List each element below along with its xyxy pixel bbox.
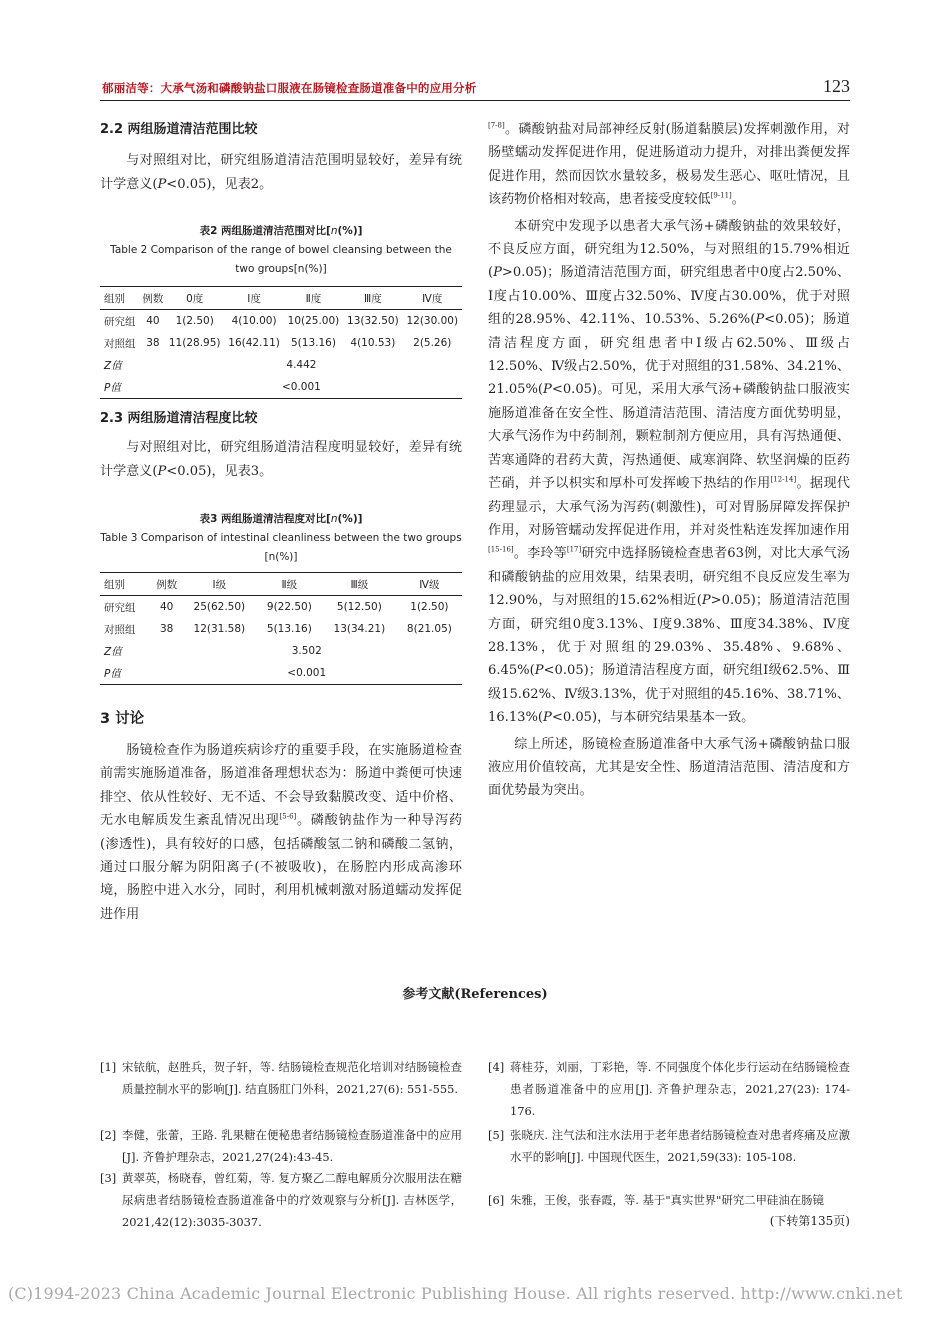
table-cell: 10(25.00) [287,315,340,327]
reference-text: 李健，张蕾，王路. 乳果糖在便秘患者结肠镜检查肠道准备中的应用[J]. 齐鲁护理杂志，2021,27(24):43-45. [122,1128,462,1164]
table-cell: 2(5.26) [413,337,452,349]
table2-caption-cn: 表2 两组肠道清洁范围对比[n(%)] [199,225,363,237]
copyright-footer: (C)1994-2023 China Academic Journal Electronic Publishing House. All rights reserved. http://www.cnki.net [8,1284,903,1303]
table2-caption-en-2: two groups[n(%)] [235,263,327,275]
p-label: P值 [100,376,141,399]
table3-caption-cn: 表3 两组肠道清洁程度对比[n(%)] [199,513,363,525]
table-cell: 5(13.16) [266,623,312,635]
paragraph: 与对照组对比，研究组肠道清洁范围明显较好，差异有统计学意义(P<0.05)，见表2。 [100,153,462,192]
table2 [100,286,462,399]
table-cell: 5(12.50) [336,601,382,613]
table-header: Ⅳ级 [397,573,462,596]
z-value: 4.442 [286,359,317,371]
table-cell: 对照组 [104,623,136,636]
p-label: P值 [100,662,151,685]
table-row [100,332,462,354]
table-row [100,310,462,333]
reference-text: 张晓庆. 注气法和注水法用于老年患者结肠镜检查对患者疼痛及应激水平的影响[J]. 中国现代医生，2021,59(33): 105-108. [510,1128,850,1164]
table-cell: 4(10.00) [231,315,277,327]
table3-caption-en-2: [n(%)] [264,551,298,563]
discussion-right [488,118,850,803]
table-header-row [100,287,462,310]
reference-text: 朱雅，王俊，张春霞，等. 基于"真实世界"研究二甲硅油在肠镜 [510,1193,824,1207]
table-header: Ⅱ级 [257,573,322,596]
table-header: 组别 [100,573,151,596]
table-cell: 25(62.50) [193,601,246,613]
table-cell: 38 [160,623,174,635]
table-cell: 研究组 [104,315,136,328]
table3 [100,572,462,685]
references-title: 参考文献(References) [402,987,548,1002]
section-heading: 3 讨论 [100,711,145,727]
reference-item [488,1124,850,1168]
table-cell: 4(10.53) [350,337,396,349]
paragraph: 综上所述，肠镜检查肠道准备中大承气汤+磷酸钠盐口服液应用价值较高，尤其是安全性、肠道清洁范围、清洁度和方面优势最为突出。 [488,736,850,799]
table-header: 例数 [151,573,181,596]
table-cell: 1(2.50) [410,601,449,613]
reference-item [100,1124,462,1168]
table-header: Ⅲ度 [343,287,402,310]
reference-number: [2] [100,1128,117,1142]
table3-caption-en-1: Table 3 Comparison of intestinal cleanliness between the two groups [100,532,462,544]
table-row [100,618,462,640]
table-row [100,640,462,662]
header-rule [100,100,850,101]
table-cell: 12(30.00) [406,315,459,327]
table-row [100,376,462,399]
table-cell: 11(28.95) [168,337,221,349]
table2-caption [100,222,462,279]
table-cell: 16(42.11) [228,337,280,349]
paragraph: [7-8]。磷酸钠盐对局部神经反射(肠道黏膜层)发挥刺激作用，对肠壁蠕动发挥促进作用，促进肠道动力提升，对排出粪便发挥促进作用，然而因饮水量较多，极易发生恶心、呕吐情况，且该药物价格相对较高，患者接受度较低[9-11]。 [488,121,850,208]
table-cell: 13(32.50) [347,315,399,327]
reference-number: [6] [488,1193,505,1207]
paragraph: 本研究中发现予以患者大承气汤+磷酸钠盐的效果较好，不良反应方面，研究组为12.50%，与对照组的15.79%相近(P>0.05)；肠道清洁范围方面，研究组患者中0度占2.50%、Ⅰ度占10.00%、Ⅲ度占32.50%、Ⅳ度占30.00%，优于对照组的28.95%、42.11%、10.53%、5.26%(P<0.05)；肠道清洁程度方面，研究组患者中Ⅰ级占62.50%、Ⅲ级占12.50%、Ⅳ级占2.50%，优于对照组的31.58%、34.21%、21.05%(P<0.05)。可见，采用大承气汤+磷酸钠盐口服液实施肠道准备在安全性、肠道清洁范围、清洁度方面优势明显，大承气汤作为中药制剂，颗粒制剂方便应用，具有泻热通便、苦寒通降的君药大黄，泻热通便、咸寒润降、软坚润燥的臣药芒硝，并予以枳实和厚朴可发挥峻下热结的作用[12-14]。据现代药理显示，大承气汤为泻药(刺激性)，可对胃肠屏障发挥保护作用，对肠管蠕动发挥促进作用，并对炎性粘连发挥加速作用[15-16]。李玲等[17]研究中选择肠镜检查患者63例，对比大承气汤和磷酸钠盐的应用效果，结果表明，研究组不良反应发生率为12.90%，与对照组的15.62%相近(P>0.05)；肠道清洁范围方面，研究组0度3.13%、Ⅰ度9.38%、Ⅲ度34.38%、Ⅳ度28.13%，优于对照组的29.03%、35.48%、9.68%、6.45%(P<0.05)；肠道清洁程度方面，研究组Ⅰ级62.5%、Ⅲ级15.62%、Ⅳ级3.13%，优于对照组的45.16%、38.71%、16.13%(P<0.05)，与本研究结果基本一致。 [488,218,851,726]
table-cell: 9(22.50) [266,601,312,613]
table-cell: 8(21.05) [406,623,452,635]
reference-number: [3] [100,1171,117,1185]
paragraph: 与对照组对比，研究组肠道清洁程度明显较好，差异有统计学意义(P<0.05)，见表3。 [100,440,462,479]
table-header: Ⅱ度 [284,287,343,310]
table-cell: 13(34.21) [333,623,386,635]
reference-item [488,1189,850,1211]
reference-number: [1] [100,1060,117,1074]
reference-text: 宋铱航，赵胜兵，贺子轩，等. 结肠镜检查规范化培训对结肠镜检查质量控制水平的影响[J]. 结直肠肛门外科，2021,27(6): 551-555. [122,1060,462,1096]
discussion-left [100,739,462,926]
reference-item [488,1056,850,1122]
continued-note: (下转第135页) [769,1214,850,1228]
table-cell: 40 [160,601,174,613]
z-label: Z值 [104,645,122,658]
reference-number: [4] [488,1060,505,1074]
table-cell: 研究组 [104,601,136,614]
section-heading: 2.3 两组肠道清洁程度比较 [100,411,258,426]
table-header: Ⅰ度 [224,287,283,310]
table-header: 例数 [141,287,165,310]
reference-item [100,1056,462,1100]
table-header-row [100,573,462,596]
reference-number: [5] [488,1128,505,1142]
table-cell: 对照组 [104,337,136,350]
table-cell: 40 [146,315,160,327]
table-row [100,354,462,376]
p-value: <0.001 [141,376,462,399]
table2-caption-en-1: Table 2 Comparison of the range of bowel cleansing between the [110,244,452,256]
p-value: <0.001 [151,662,462,685]
z-label: Z值 [104,359,122,372]
reference-text: 蒋桂芬，刘丽，丁彩艳，等. 不同强度个体化步行运动在结肠镜检查患者肠道准备中的应用[J]. 齐鲁护理杂志，2021,27(23): 174-176. [510,1060,850,1118]
reference-text: 黄翠英，杨晓春，曾红菊，等. 复方聚乙二醇电解质分次服用法在糖尿病患者结肠镜检查肠道准备中的疗效观察与分析[J]. 吉林医学，2021,42(12):3035-3037. [122,1171,462,1229]
table-row [100,662,462,685]
table-header: 0度 [165,287,224,310]
running-title: 郁丽洁等：大承气汤和磷酸钠盐口服液在肠镜检查肠道准备中的应用分析 [102,81,477,95]
table-cell: 12(31.58) [193,623,246,635]
section-2-2 [100,118,462,196]
page-number: 123 [823,76,850,96]
table-cell: 5(13.16) [291,337,336,349]
table-row [100,596,462,619]
table-header: Ⅰ级 [182,573,257,596]
paragraph: 肠镜检查作为肠道疾病诊疗的重要手段，在实施肠道检查前需实施肠道准备，肠道准备理想状态为：肠道中粪便可快速排空、依从性较好、无不适、不会导致黏膜改变、适中价格、无水电解质发生紊乱情况出现[5-6]。磷酸钠盐作为一种导泻药(渗透性)，具有较好的口感，包括磷酸氢二钠和磷酸二氢钠，通过口服分解为阴阳离子(不被吸收)，在肠腔内形成高渗环境，肠腔中进入水分，同时，利用机械刺激对肠道蠕动发挥促进作用 [100,743,462,922]
z-value: 3.502 [291,645,322,657]
table-header: Ⅲ级 [322,573,397,596]
reference-item [100,1167,462,1233]
table-header: Ⅳ度 [403,287,462,310]
section-heading: 2.2 两组肠道清洁范围比较 [100,122,258,137]
section-2-3 [100,407,462,483]
table-cell: 38 [146,337,160,349]
table3-caption [100,510,462,567]
table-cell: 1(2.50) [175,315,214,327]
table-header: 组别 [100,287,141,310]
